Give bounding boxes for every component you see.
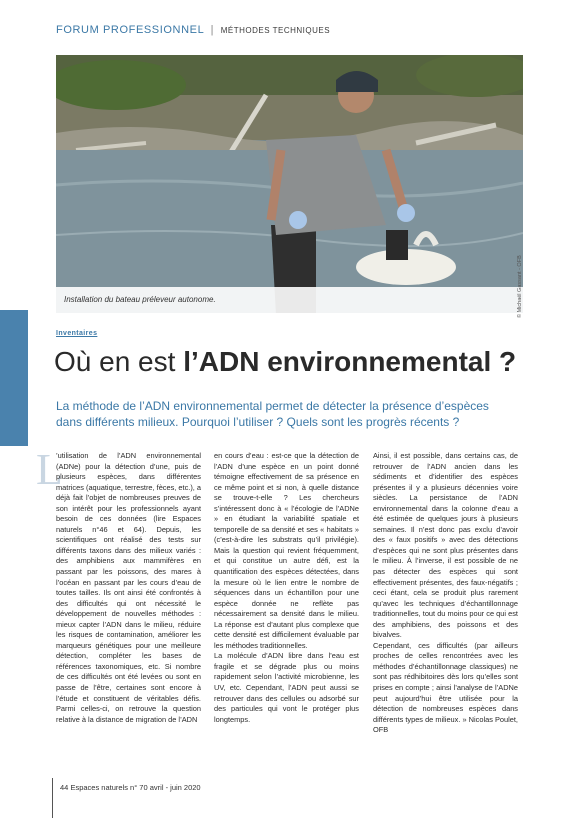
article-kicker: Inventaires <box>56 330 98 337</box>
photo-credit: © Michaël Gassant - OFB <box>517 255 523 318</box>
column-2 <box>214 451 359 725</box>
column-3 <box>373 451 518 736</box>
section-header <box>56 24 330 36</box>
side-tab <box>0 310 28 446</box>
column-1 <box>56 451 201 725</box>
page-footer <box>60 783 201 792</box>
publication-info: Espaces naturels n° 70 avril - juin 2020 <box>70 783 201 792</box>
paragraph: en cours d’eau : est-ce que la détection de l’ADN d’une espèce en un point donné témoigne effectivement de sa présence en ce même point et si non, à quelle distance se trouve-t-elle ? Les chercheurs s’intéressent donc à « l’écologie de l’ADNe » en étudiant la variabilité spatiale et temporelle de sa densité et ses « habitats » (c’est-à-dire les substrats qu’il privilégie). Mais la question qui revient fréquemment, et qui constitue un autre défi, est la quantification des espèces détectées, dans la mesure où le lien entre le nombre de séquences dans un échantillon pour une espèce donnée ne reflète pas nécessairement sa densité dans le milieu. La réponse est d’autant plus complexe que cette densité est difficilement évaluable par les méthodes traditionnelles. <box>214 451 359 650</box>
header-separator: | <box>210 24 215 36</box>
footer-rule <box>52 778 53 818</box>
paragraph: Cependant, ces difficultés (par ailleurs proches de celles rencontrées avec les méthodes d’échantillonnage classiques) ne sont pas rédhibitoires dès lors qu’elles sont prises en compte ; ainsi l’analyse de l’ADNe peut aujourd’hui être utilisée pour la détection de nombreuses espèces dans différents types de milieux. » Nicolas Poulet, OFB <box>373 640 518 735</box>
article-title <box>54 346 516 378</box>
article-title-plain: Où en est <box>54 346 184 377</box>
paragraph: ’utilisation de l’ADN environnemental (ADNe) pour la détection d’une, puis de plusieurs espèces, dans différentes matrices (aquatique, terrestre, fèces, etc.), a déjà fait l’objet de nombreuses preuves de son intérêt pour les professionnels ayant besoin de ces données (lire Espaces naturels n°46 et 64). Depuis, les scientifiques ont réalisé des tests sur différents taxons dans des milieux variés : des amphibiens aux mammifères en passant par les poissons, des mares à l’océan en passant par les cours d’eau de toutes tailles. Ils ont ainsi été confrontés à des difficultés qui ont nécessité le développement de nouvelles méthodes : mieux capter l’ADN dans le milieu, réduire les risques de contamination, améliorer les marqueurs génétiques pour une meilleure détection, compléter les bases de références taxonomiques, etc. Si nombre de ces difficultés ont été levées ou sont en passe de l’être, certaines sont encore à l’étude et constituent de véritables défis. Parmi celles-ci, on retrouve la question relative à la distance de migration de l’ADN <box>56 451 201 724</box>
article-lead: La méthode de l’ADN environnemental permet de détecter la présence d’espèces dans différents milieux. Pourquoi l’utiliser ? Quels sont les progrès récents ? <box>56 399 489 429</box>
article-photo <box>56 55 523 313</box>
section-title: FORUM PROFESSIONNEL <box>56 24 204 36</box>
river-scene-illustration <box>56 55 523 313</box>
caption-bar <box>56 287 523 313</box>
photo-caption: Installation du bateau préleveur autonome. <box>64 295 216 304</box>
page-number: 44 <box>60 783 69 792</box>
article-title-bold: l’ADN environnemental ? <box>183 346 517 377</box>
dropcap: L <box>36 445 63 494</box>
paragraph: Ainsi, il est possible, dans certains cas, de retrouver de l’ADN ancien dans les sédiments et d’identifier des espèces présentes il y a plusieurs décennies voire siècles. La persistance de l’ADN environnemental dans la colonne d’eau a été estimée de quelques jours à plusieurs semaines. Il n’est donc pas exclu d’avoir des « faux positifs » avec des détections d’espèces qui ne sont plus présentes dans le milieu. À l’inverse, il est possible de ne pas détecter des espèces qui sont effectivement présentes, des faux-négatifs ; ceci étant, cela se produit plus rarement qu’avec les techniques d’échantillonnage traditionnelles, tout du moins pour ce qui est des amphibiens, des poissons et des bivalves. <box>373 451 518 640</box>
paragraph: La molécule d’ADN libre dans l’eau est fragile et se dégrade plus ou moins rapidement selon l’activité microbienne, les UV, etc. Cependant, l’ADN peut aussi se retrouver dans des cellules ou adsorbé sur des particules qui vont le protéger plus longtemps. <box>214 651 359 724</box>
subsection-title: MÉTHODES TECHNIQUES <box>220 26 331 35</box>
